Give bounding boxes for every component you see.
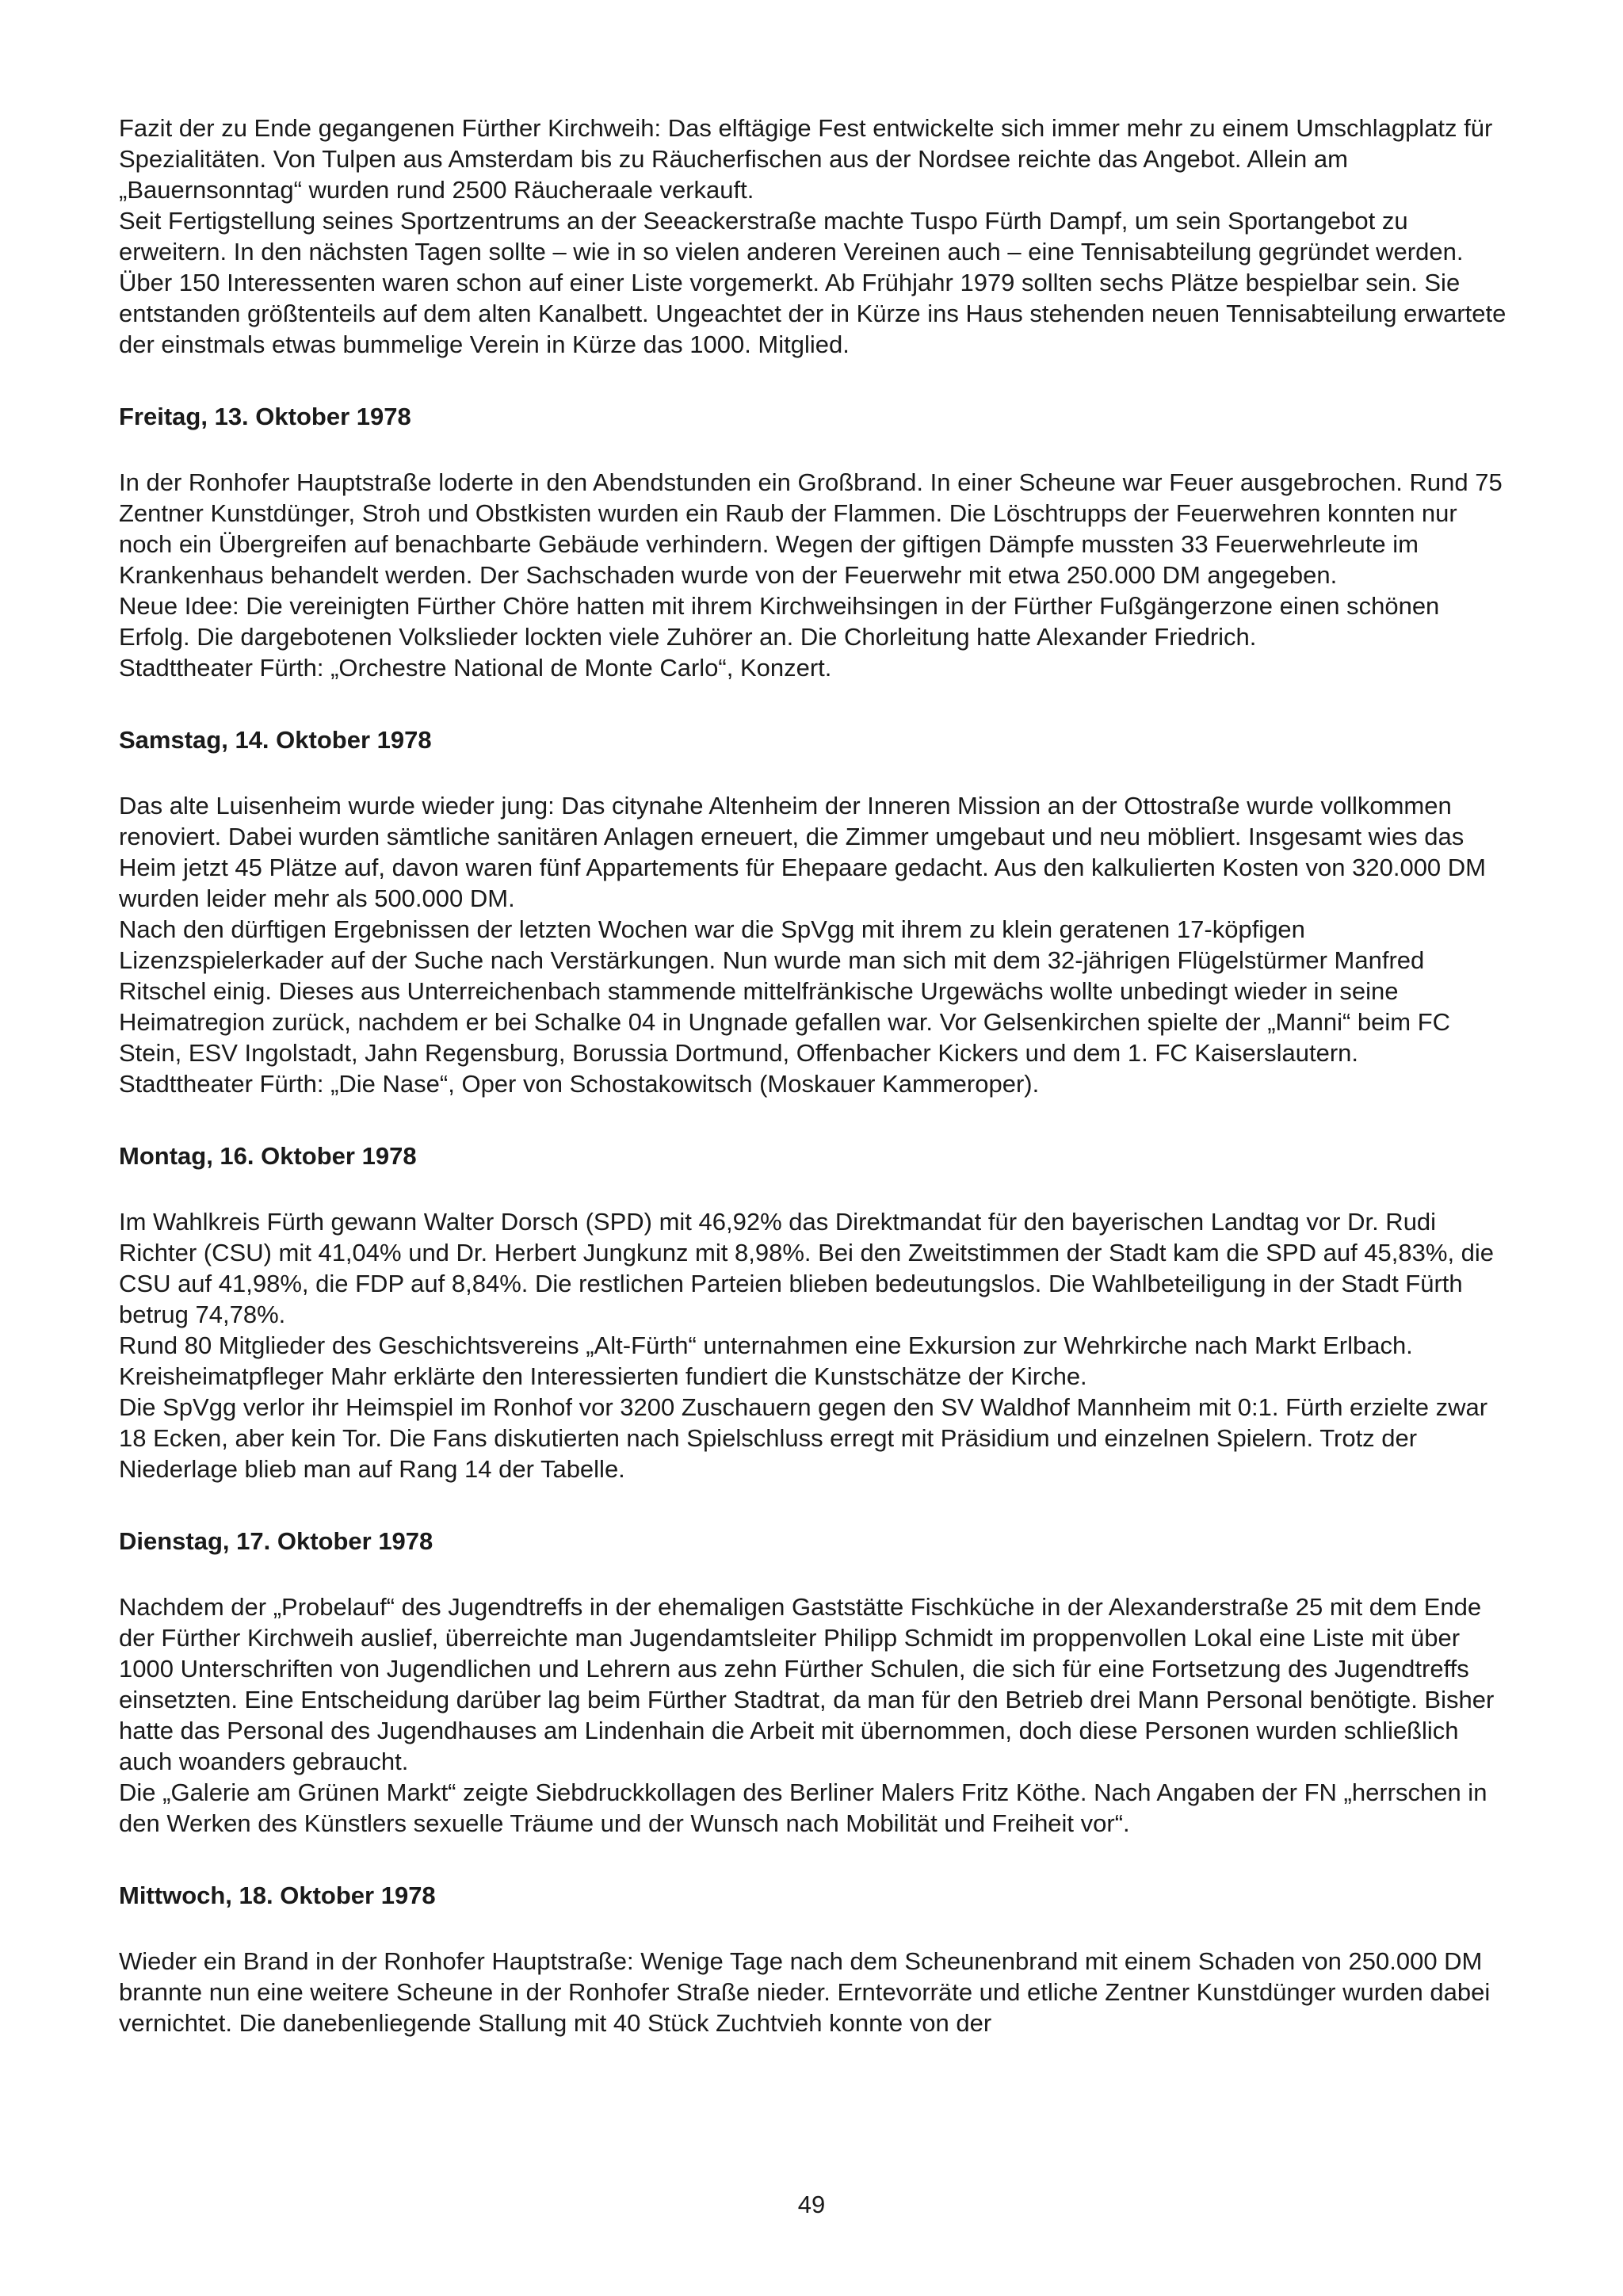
section-heading-dienstag-17-oktober: Dienstag, 17. Oktober 1978 xyxy=(119,1527,433,1555)
paragraph-galerie: Die „Galerie am Grünen Markt“ zeigte Siebdruckkollagen des Berliner Malers Fritz Köthe. Nach Angaben der FN „herrschen in den Werken des Künstlers sexuelle Träume und der Wunsch nach Mobilität und Freiheit vor“. xyxy=(119,1778,1487,1837)
section-heading-montag-16-oktober: Montag, 16. Oktober 1978 xyxy=(119,1142,417,1170)
paragraph-wahlkreis: Im Wahlkreis Fürth gewann Walter Dorsch (SPD) mit 46,92% das Direktmandat für den bayerischen Landtag vor Dr. Rudi Richter (CSU) mit 41,04% und Dr. Herbert Jungkunz mit 8,98%. Bei den Zweitstimmen der Stadt kam die SPD auf 45,83%, die CSU auf 41,98%, die FDP auf 8,84%. Die restlichen Parteien blieben bedeutungslos. Die Wahlbeteiligung in der Stadt Fürth betrug 74,78%. xyxy=(119,1208,1495,1328)
paragraph-intro-tuspo: Seit Fertigstellung seines Sportzentrums an der Seeackerstraße machte Tuspo Fürth Dampf, um sein Sportangebot zu erweitern. In den nächsten Tagen sollte – wie in so vielen anderen Vereinen auch – eine Tennisabteilung gegründet werden. Über 150 Interessenten waren schon auf einer Liste vorgemerkt. Ab Frühjahr 1979 sollten sechs Plätze bespielbar sein. Sie entstanden größtenteils auf dem alten Kanalbett. Ungeachtet der in Kürze ins Haus stehenden neuen Tennisabteilung erwartete der einstmals etwas bummelige Verein in Kürze das 1000. Mitglied. xyxy=(119,207,1507,358)
paragraph-geschichtsverein: Rund 80 Mitglieder des Geschichtsvereins „Alt-Fürth“ unternahmen eine Exkursion zur Wehrkirche nach Markt Erlbach. Kreisheimatpfleger Mahr erklärte den Interessierten fundiert die Kunstschätze der Kirche. xyxy=(119,1331,1413,1390)
paragraph-kirchweihsingen: Neue Idee: Die vereinigten Fürther Chöre hatten mit ihrem Kirchweihsingen in der Fürther Fußgängerzone einen schönen Erfolg. Die dargebotenen Volkslieder lockten viele Zuhörer an. Die Chorleitung hatte Alexander Friedrich. xyxy=(119,592,1440,651)
document-page-body xyxy=(119,113,1512,2038)
paragraph-stadttheater-oper: Stadttheater Fürth: „Die Nase“, Oper von Schostakowitsch (Moskauer Kammeroper). xyxy=(119,1070,1040,1098)
paragraph-luisenheim: Das alte Luisenheim wurde wieder jung: Das citynahe Altenheim der Inneren Mission an der Ottostraße wurde vollkommen renoviert. Dabei wurden sämtliche sanitären Anlagen erneuert, die Zimmer umgebaut und neu möbliert. Insgesamt wies das Heim jetzt 45 Plätze auf, davon waren fünf Appartements für Ehepaare gedacht. Aus den kalkulierten Kosten von 320.000 DM wurden leider mehr als 500.000 DM. xyxy=(119,792,1486,912)
paragraph-brand-ronhofer: Wieder ein Brand in der Ronhofer Hauptstraße: Wenige Tage nach dem Scheunenbrand mit einem Schaden von 250.000 DM brannte nun eine weitere Scheune in der Ronhofer Straße nieder. Erntevorräte und etliche Zentner Kunstdünger wurden dabei vernichtet. Die danebenliegende Stallung mit 40 Stück Zuchtvieh konnte von der xyxy=(119,1947,1491,2037)
paragraph-grossbrand: In der Ronhofer Hauptstraße loderte in den Abendstunden ein Großbrand. In einer Scheune war Feuer ausgebrochen. Rund 75 Zentner Kunstdünger, Stroh und Obstkisten wurden ein Raub der Flammen. Die Löschtrupps der Feuerwehren konnten nur noch ein Übergreifen auf benachbarte Gebäude verhindern. Wegen der giftigen Dämpfe mussten 33 Feuerwehrleute im Krankenhaus behandelt werden. Der Sachschaden wurde von der Feuerwehr mit etwa 250.000 DM angegeben. xyxy=(119,468,1503,589)
paragraph-spvgg-ritschel: Nach den dürftigen Ergebnissen der letzten Wochen war die SpVgg mit ihrem zu klein geratenen 17-köpfigen Lizenzspielerkader auf der Suche nach Verstärkungen. Nun wurde man sich mit dem 32-jährigen Flügelstürmer Manfred Ritschel einig. Dieses aus Unterreichenbach stammende mittelfränkische Urgewächs wollte unbedingt wieder in seine Heimatregion zurück, nachdem er bei Schalke 04 in Ungnade gefallen war. Vor Gelsenkirchen spielte der „Manni“ beim FC Stein, ESV Ingolstadt, Jahn Regensburg, Borussia Dortmund, Offenbacher Kickers und dem 1. FC Kaiserslautern. xyxy=(119,915,1451,1067)
section-heading-mittwoch-18-oktober: Mittwoch, 18. Oktober 1978 xyxy=(119,1881,436,1909)
section-heading-samstag-14-oktober: Samstag, 14. Oktober 1978 xyxy=(119,726,432,754)
paragraph-spvgg-heimspiel: Die SpVgg verlor ihr Heimspiel im Ronhof vor 3200 Zuschauern gegen den SV Waldhof Mannheim mit 0:1. Fürth erzielte zwar 18 Ecken, aber kein Tor. Die Fans diskutierten nach Spielschluss erregt mit Präsidium und einzelnen Spielern. Trotz der Niederlage blieb man auf Rang 14 der Tabelle. xyxy=(119,1393,1488,1483)
paragraph-intro-kirchweih: Fazit der zu Ende gegangenen Fürther Kirchweih: Das elftägige Fest entwickelte sich immer mehr zu einem Umschlagplatz für Spezialitäten. Von Tulpen aus Amsterdam bis zu Räucherfischen aus der Nordsee reichte das Angebot. Allein am „Bauernsonntag“ wurden rund 2500 Räucheraale verkauft. xyxy=(119,114,1493,204)
page-number: 49 xyxy=(797,2191,826,2218)
section-heading-freitag-13-oktober: Freitag, 13. Oktober 1978 xyxy=(119,403,411,430)
paragraph-jugendtreff: Nachdem der „Probelauf“ des Jugendtreffs in der ehemaligen Gaststätte Fischküche in der Alexanderstraße 25 mit dem Ende der Fürther Kirchweih auslief, überreichte man Jugendamtsleiter Philipp Schmidt im proppenvollen Lokal eine Liste mit über 1000 Unterschriften von Jugendlichen und Lehrern aus zehn Fürther Schulen, die sich für eine Fortsetzung des Jugendtreffs einsetzten. Eine Entscheidung darüber lag beim Fürther Stadtrat, da man für den Betrieb drei Mann Personal benötigte. Bisher hatte das Personal des Jugendhauses am Lindenhain die Arbeit mit übernommen, doch diese Personen wurden schließlich auch woanders gebraucht. xyxy=(119,1593,1495,1775)
paragraph-stadttheater-konzert: Stadttheater Fürth: „Orchestre National de Monte Carlo“, Konzert. xyxy=(119,654,832,682)
